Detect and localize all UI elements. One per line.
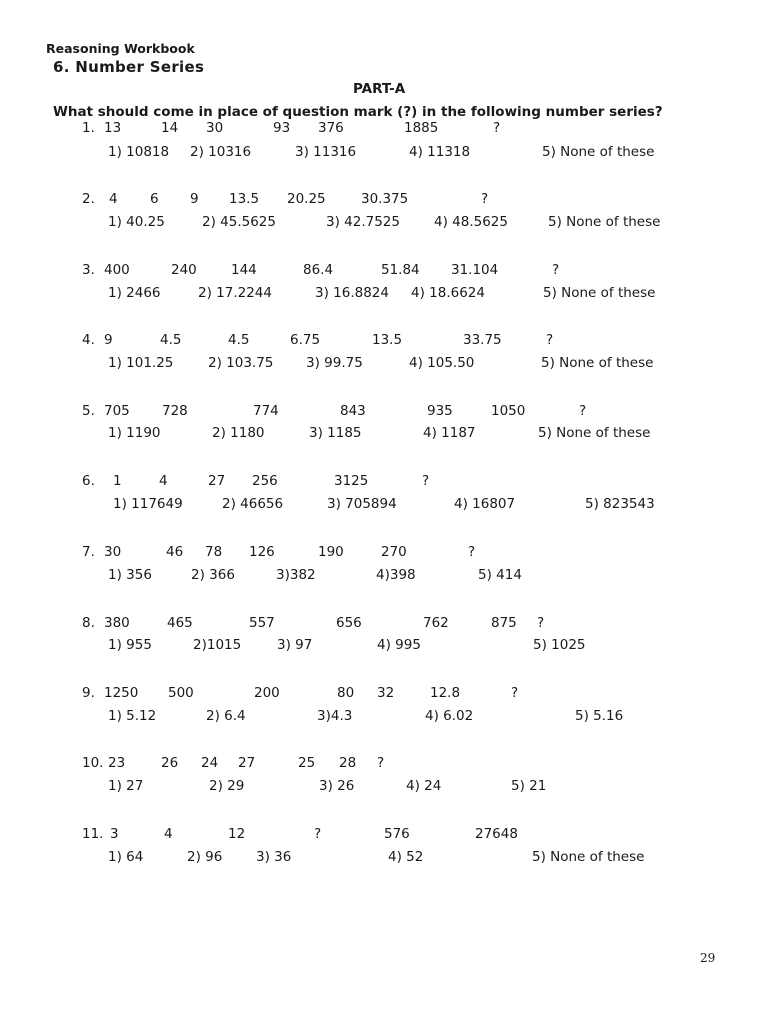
series-term: 9	[104, 332, 113, 348]
series-term: 30	[104, 544, 122, 560]
answer-option: 2)1015	[193, 637, 242, 653]
question-number: 9.	[82, 685, 95, 701]
series-term: 576	[384, 826, 410, 842]
answer-option: 3) 26	[319, 778, 355, 794]
series-term: 86.4	[303, 262, 334, 278]
series-term: 4.5	[228, 332, 250, 348]
series-term: 4	[159, 473, 168, 489]
answer-option: 1) 101.25	[108, 355, 174, 371]
series-term: 1	[113, 473, 122, 489]
series-question-mark: ?	[493, 120, 501, 136]
answer-option: 5) None of these	[538, 425, 651, 441]
question-number: 1.	[82, 120, 95, 136]
series-term: 93	[273, 120, 291, 136]
series-term: 14	[161, 120, 179, 136]
answer-option: 5) 823543	[585, 496, 655, 512]
series-term: 935	[427, 403, 453, 419]
series-term: 6.75	[290, 332, 321, 348]
series-term: 25	[298, 755, 316, 771]
question-number: 4.	[82, 332, 95, 348]
question-number: 11.	[82, 826, 104, 842]
series-question-mark: ?	[481, 191, 489, 207]
series-term: 30	[206, 120, 224, 136]
answer-option: 2) 6.4	[206, 708, 246, 724]
answer-option: 3) 11316	[295, 144, 357, 160]
answer-option: 5) None of these	[542, 144, 655, 160]
answer-option: 5) 5.16	[575, 708, 624, 724]
series-term: 656	[336, 615, 362, 631]
series-term: 13.5	[372, 332, 403, 348]
question-number: 6.	[82, 473, 95, 489]
answer-option: 1) 5.12	[108, 708, 157, 724]
series-term: 4	[109, 191, 118, 207]
answer-option: 5) None of these	[541, 355, 654, 371]
answer-option: 4)398	[376, 567, 416, 583]
answer-option: 3) 42.7525	[326, 214, 400, 230]
series-term: 380	[104, 615, 130, 631]
series-question-mark: ?	[314, 826, 322, 842]
answer-option: 3)4.3	[317, 708, 353, 724]
series-term: 4.5	[160, 332, 182, 348]
answer-option: 4) 24	[406, 778, 442, 794]
answer-option: 5) 21	[511, 778, 547, 794]
question-number: 10.	[82, 755, 104, 771]
answer-option: 4) 995	[377, 637, 421, 653]
series-term: 28	[339, 755, 357, 771]
series-question-mark: ?	[511, 685, 519, 701]
answer-option: 4) 105.50	[409, 355, 475, 371]
series-question-mark: ?	[546, 332, 554, 348]
answer-option: 3)382	[276, 567, 316, 583]
workbook-title: Reasoning Workbook	[46, 41, 195, 56]
series-term: 190	[318, 544, 344, 560]
answer-option: 5) None of these	[532, 849, 645, 865]
answer-option: 5) None of these	[548, 214, 661, 230]
series-term: 23	[108, 755, 126, 771]
series-term: 80	[337, 685, 355, 701]
series-term: 12.8	[430, 685, 461, 701]
series-term: 126	[249, 544, 275, 560]
series-question-mark: ?	[468, 544, 476, 560]
answer-option: 1) 27	[108, 778, 144, 794]
series-term: 270	[381, 544, 407, 560]
series-term: 762	[423, 615, 449, 631]
series-term: 32	[377, 685, 395, 701]
series-term: 557	[249, 615, 275, 631]
series-term: 51.84	[381, 262, 420, 278]
series-term: 13	[104, 120, 122, 136]
series-question-mark: ?	[377, 755, 385, 771]
series-term: 4	[164, 826, 173, 842]
chapter-heading: 6. Number Series	[53, 58, 205, 76]
series-question-mark: ?	[579, 403, 587, 419]
series-term: 465	[167, 615, 193, 631]
series-term: 27	[238, 755, 256, 771]
series-term: 78	[205, 544, 223, 560]
question-number: 5.	[82, 403, 95, 419]
answer-option: 4) 18.6624	[411, 285, 485, 301]
series-term: 6	[150, 191, 159, 207]
answer-option: 3) 1185	[309, 425, 362, 441]
answer-option: 4) 6.02	[425, 708, 474, 724]
series-term: 3	[110, 826, 119, 842]
answer-option: 4) 11318	[409, 144, 471, 160]
question-number: 7.	[82, 544, 95, 560]
series-term: 774	[253, 403, 279, 419]
series-question-mark: ?	[552, 262, 560, 278]
answer-option: 2) 45.5625	[202, 214, 276, 230]
answer-option: 4) 16807	[454, 496, 516, 512]
series-term: 240	[171, 262, 197, 278]
series-term: 3125	[334, 473, 369, 489]
part-heading: PART-A	[353, 81, 406, 97]
answer-option: 4) 52	[388, 849, 424, 865]
answer-option: 1) 2466	[108, 285, 161, 301]
answer-option: 1) 64	[108, 849, 144, 865]
answer-option: 3) 97	[277, 637, 313, 653]
answer-option: 5) 1025	[533, 637, 586, 653]
series-term: 33.75	[463, 332, 502, 348]
answer-option: 2) 366	[191, 567, 235, 583]
page-number: 29	[700, 951, 716, 965]
answer-option: 2) 1180	[212, 425, 265, 441]
series-term: 256	[252, 473, 278, 489]
series-term: 9	[190, 191, 199, 207]
series-term: 12	[228, 826, 246, 842]
series-term: 144	[231, 262, 257, 278]
question-number: 8.	[82, 615, 95, 631]
answer-option: 1) 1190	[108, 425, 161, 441]
series-term: 1050	[491, 403, 526, 419]
question-number: 2.	[82, 191, 95, 207]
series-term: 31.104	[451, 262, 499, 278]
answer-option: 4) 1187	[423, 425, 476, 441]
series-question-mark: ?	[537, 615, 545, 631]
answer-option: 2) 29	[209, 778, 245, 794]
answer-option: 2) 103.75	[208, 355, 274, 371]
answer-option: 1) 40.25	[108, 214, 165, 230]
answer-option: 1) 117649	[113, 496, 183, 512]
answer-option: 2) 10316	[190, 144, 252, 160]
series-term: 13.5	[229, 191, 260, 207]
series-term: 26	[161, 755, 179, 771]
series-term: 400	[104, 262, 130, 278]
question-number: 3.	[82, 262, 95, 278]
answer-option: 2) 46656	[222, 496, 284, 512]
series-term: 20.25	[287, 191, 326, 207]
series-term: 1885	[404, 120, 439, 136]
series-question-mark: ?	[422, 473, 430, 489]
series-term: 24	[201, 755, 219, 771]
answer-option: 1) 955	[108, 637, 152, 653]
series-term: 875	[491, 615, 517, 631]
series-term: 46	[166, 544, 184, 560]
series-term: 500	[168, 685, 194, 701]
answer-option: 2) 17.2244	[198, 285, 272, 301]
answer-option: 1) 356	[108, 567, 152, 583]
answer-option: 2) 96	[187, 849, 223, 865]
series-term: 843	[340, 403, 366, 419]
answer-option: 3) 705894	[327, 496, 397, 512]
answer-option: 5) 414	[478, 567, 522, 583]
series-term: 376	[318, 120, 344, 136]
answer-option: 1) 10818	[108, 144, 170, 160]
series-term: 30.375	[361, 191, 409, 207]
series-term: 27648	[475, 826, 518, 842]
answer-option: 4) 48.5625	[434, 214, 508, 230]
answer-option: 3) 16.8824	[315, 285, 389, 301]
series-term: 27	[208, 473, 226, 489]
answer-option: 5) None of these	[543, 285, 656, 301]
instruction-text: What should come in place of question mark (?) in the following number series?	[53, 104, 663, 120]
answer-option: 3) 99.75	[306, 355, 363, 371]
series-term: 1250	[104, 685, 139, 701]
series-term: 728	[162, 403, 188, 419]
series-term: 200	[254, 685, 280, 701]
answer-option: 3) 36	[256, 849, 292, 865]
series-term: 705	[104, 403, 130, 419]
